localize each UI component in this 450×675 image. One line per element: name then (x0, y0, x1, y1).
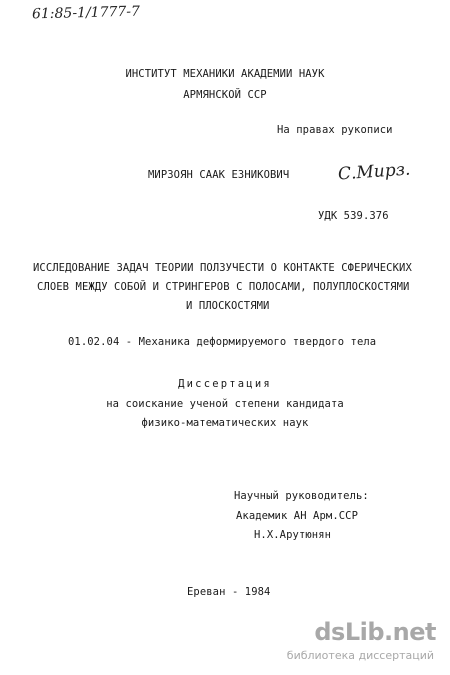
udc-code: УДК 539.376 (318, 210, 389, 222)
title-line-3: И ПЛОСКОСТЯМИ (186, 300, 270, 312)
supervisor-name: Н.Х.Арутюнян (254, 529, 332, 541)
manuscript-note: На правах рукописи (277, 124, 393, 136)
watermark-subtitle: библиотека диссертаций (286, 649, 434, 662)
institute-line-2: АРМЯНСКОЙ ССР (183, 89, 267, 101)
place-year: Ереван - 1984 (187, 586, 271, 598)
degree-line-1: на соискание ученой степени кандидата (106, 398, 344, 410)
title-line-2: СЛОЕВ МЕЖДУ СОБОЙ И СТРИНГЕРОВ С ПОЛОСАМИ, ПОЛУПЛОСКОСТЯМИ (37, 281, 410, 293)
supervisor-title: Академик АН Арм.ССР (236, 510, 359, 522)
watermark-logo: dsLib.net (314, 618, 436, 646)
specialty-code: 01.02.04 - Механика деформируемого твердого тела (68, 336, 377, 348)
institute-line-1: ИНСТИТУТ МЕХАНИКИ АКАДЕМИИ НАУК (125, 68, 325, 80)
author-signature: С.Мирз. (337, 159, 411, 185)
degree-line-2: физико-математических наук (141, 417, 309, 429)
supervisor-label: Научный руководитель: (234, 490, 369, 502)
archive-code-handwritten: 61:85-1/1777-7 (31, 3, 141, 23)
document-type: Диссертация (178, 378, 272, 390)
title-line-1: ИССЛЕДОВАНИЕ ЗАДАЧ ТЕОРИИ ПОЛЗУЧЕСТИ О КОНТАКТЕ СФЕРИЧЕСКИХ (33, 262, 412, 274)
author-name: МИРЗОЯН САAK ЕЗНИКОВИЧ (148, 169, 290, 181)
